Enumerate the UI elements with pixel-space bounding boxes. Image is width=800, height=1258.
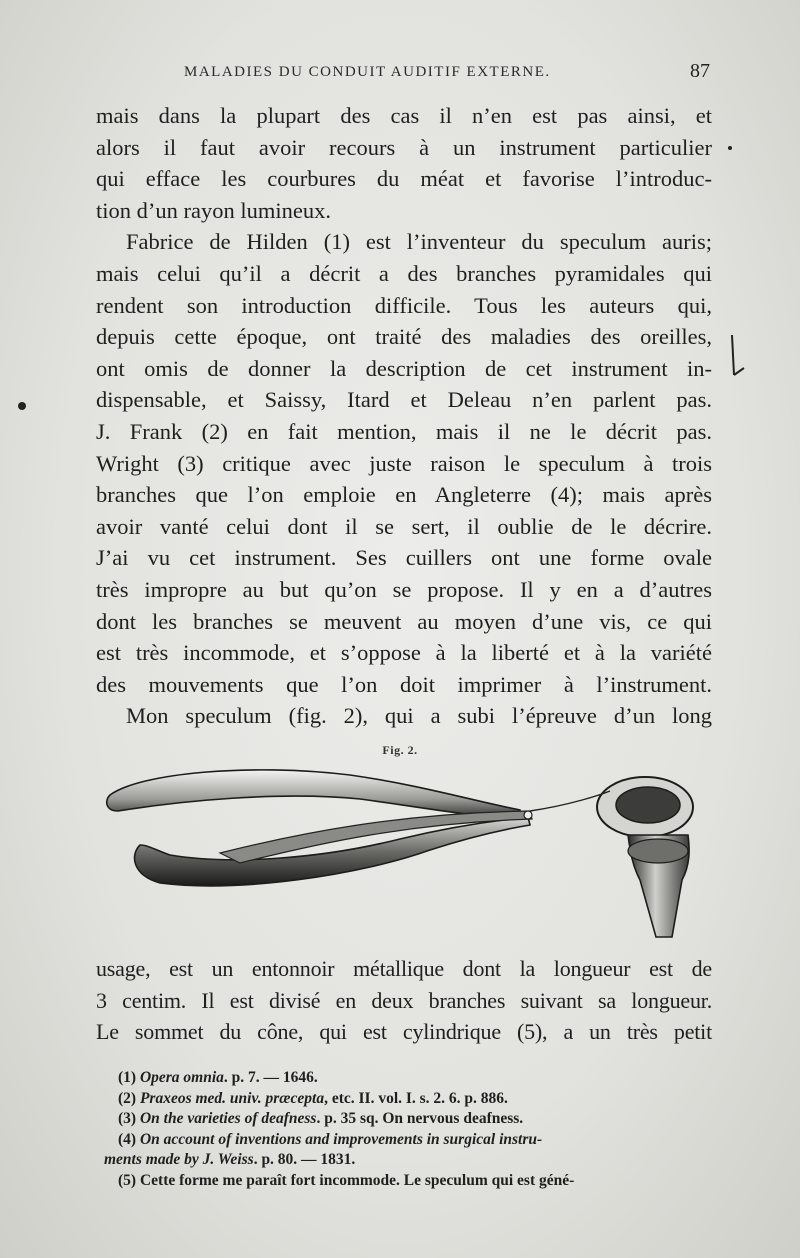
margin-dot bbox=[14, 398, 30, 414]
footnote-title: Praxeos med. univ. præcepta bbox=[139, 1089, 325, 1107]
footnote-title: Opera omnia bbox=[139, 1069, 224, 1086]
running-head: MALADIES DU CONDUIT AUDITIF EXTERNE. bbox=[184, 64, 551, 80]
text-line: tion d’un rayon lumineux. bbox=[96, 197, 331, 223]
text-line: depuis cette époque, ont traité des maladies des oreilles, bbox=[96, 324, 712, 350]
text-line: mais celui qu’il a décrit a des branches pyramidales qui bbox=[96, 260, 712, 286]
footnote bbox=[118, 1130, 710, 1151]
text-line: Fabrice de Hilden (1) est l’inventeur du speculum auris; bbox=[126, 229, 712, 255]
footnote-continuation bbox=[104, 1150, 710, 1171]
text-line: est très incommode, et s’oppose à la liberté et à la variété bbox=[96, 640, 712, 666]
footnote-title: ments made by J. Weiss bbox=[104, 1151, 254, 1169]
text-line: J’ai vu cet instrument. Ses cuillers ont une forme ovale bbox=[96, 545, 712, 571]
text-line: qui efface les courbures du méat et favorise l’introduc- bbox=[96, 166, 712, 192]
text-line: branches que l’on emploie en Angleterre (4); mais après bbox=[96, 482, 712, 508]
text-line: des mouvements que l’on doit imprimer à l’instrument. bbox=[96, 671, 712, 697]
footnote-text: . p. 80. — 1831. bbox=[253, 1151, 356, 1169]
text-line: 3 centim. Il est divisé en deux branches suivant sa longueur. bbox=[96, 987, 712, 1013]
footnote-number: (4) bbox=[118, 1130, 137, 1148]
footnote-number: (1) bbox=[118, 1069, 137, 1086]
text-line: Wright (3) critique avec juste raison le speculum à trois bbox=[96, 450, 712, 476]
text-line: mais dans la plupart des cas il n’en est pas ainsi, et bbox=[96, 103, 712, 128]
footnote-title: On the varieties of deafness bbox=[139, 1110, 317, 1128]
figure-caption: Fig. 2. bbox=[382, 743, 418, 757]
footnote-number: (3) bbox=[118, 1110, 137, 1128]
text-line: alors il faut avoir recours à un instrument particulier bbox=[96, 134, 712, 160]
lower-handle bbox=[135, 817, 530, 886]
footnote bbox=[118, 1068, 710, 1089]
footnote-number: (2) bbox=[118, 1089, 137, 1107]
body-text-bottom bbox=[96, 953, 712, 1048]
text-line: dont les branches se meuvent au moyen d’une vis, ce qui bbox=[96, 608, 712, 634]
page-header bbox=[96, 60, 716, 88]
text-line: ont omis de donner la description de cet instrument in- bbox=[96, 355, 712, 381]
footnote bbox=[118, 1089, 710, 1110]
body-text-top bbox=[96, 100, 712, 732]
footnote-text: . p. 7. — 1646. bbox=[223, 1069, 318, 1086]
text-line: rendent son introduction difficile. Tous les auteurs qui, bbox=[96, 292, 712, 318]
pivot-screw bbox=[524, 811, 532, 819]
footnote-text: Cette forme me paraît fort incommode. Le speculum qui est géné- bbox=[139, 1171, 575, 1189]
text-line: Mon speculum (fig. 2), qui a subi l’épreuve d’un long bbox=[126, 703, 712, 729]
page-number: 87 bbox=[690, 60, 710, 82]
footnote bbox=[118, 1109, 710, 1130]
text-line: très impropre au but qu’on se propose. Il y en a d’autres bbox=[96, 576, 712, 602]
upper-handle bbox=[107, 770, 520, 819]
footnote-text: , etc. II. vol. I. s. 2. 6. p. 886. bbox=[324, 1089, 508, 1107]
text-line: usage, est un entonnoir métallique dont la longueur est de bbox=[96, 956, 712, 981]
speculum-illustration bbox=[100, 755, 700, 945]
footnote bbox=[118, 1171, 710, 1192]
text-line: avoir vanté celui dont il se sert, il oublie de le décrire. bbox=[96, 513, 712, 539]
text-line: Le sommet du cône, qui est cylindrique (5), a un très petit bbox=[96, 1019, 712, 1045]
text-line: J. Frank (2) en fait mention, mais il ne le décrit pas. bbox=[96, 418, 712, 444]
footnote-text: . p. 35 sq. On nervous deafness. bbox=[316, 1110, 524, 1128]
ring-opening bbox=[616, 787, 680, 823]
text-line: dispensable, et Saissy, Itard et Deleau n’en parlent pas. bbox=[96, 387, 712, 413]
footnotes bbox=[104, 1068, 710, 1192]
footnote-title: On account of inventions and improvements in surgical instru- bbox=[139, 1130, 543, 1148]
margin-mark bbox=[720, 140, 760, 390]
footnote-number: (5) bbox=[118, 1171, 137, 1189]
